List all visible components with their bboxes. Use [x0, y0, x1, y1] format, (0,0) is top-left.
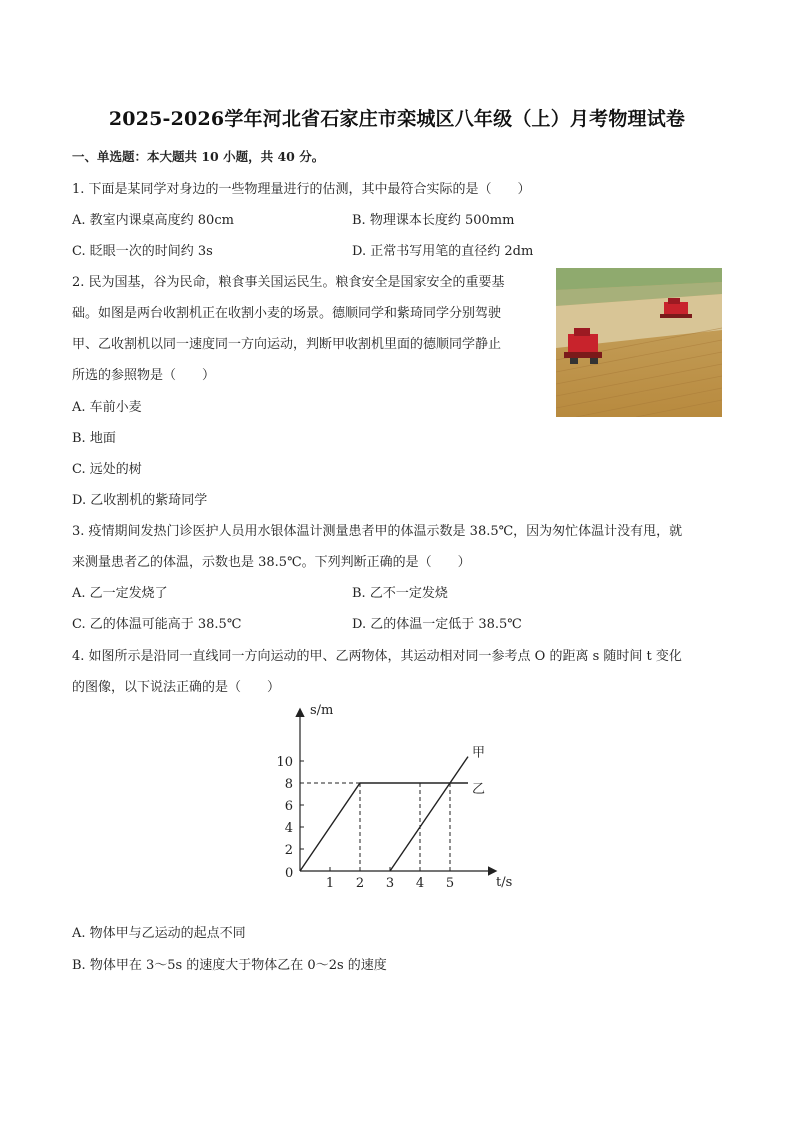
q4-stem-line1: 4. 如图所示是沿同一直线同一方向运动的甲、乙两物体，其运动相对同一参考点 O 的距离 s 随时间 t 变化 — [72, 649, 682, 664]
x-tick-label: 5 — [445, 876, 455, 891]
series-label: 甲 — [472, 745, 486, 761]
x-tick-label: 1 — [325, 876, 335, 891]
q3-stem-line1: 3. 疫情期间发热门诊医护人员用水银体温计测量患者甲的体温示数是 38.5℃，因为匆忙体温计没有甩，就 — [72, 524, 683, 539]
s-t-graph — [270, 700, 530, 900]
q3-option-c: C. 乙的体温可能高于 38.5℃ — [72, 617, 242, 632]
q2-stem-line4: 所选的参照物是（ ） — [72, 368, 216, 383]
q2-option-d: D. 乙收割机的紫琦同学 — [72, 493, 208, 508]
q3-option-a: A. 乙一定发烧了 — [72, 586, 168, 601]
q3-option-d: D. 乙的体温一定低于 38.5℃ — [352, 617, 522, 632]
y-tick-label: 2 — [284, 843, 293, 858]
x-tick-label: 3 — [385, 876, 395, 891]
q4-option-a: A. 物体甲与乙运动的起点不同 — [72, 926, 246, 941]
q2-option-b: B. 地面 — [72, 431, 116, 446]
q2-stem-line3: 甲、乙收割机以同一速度同一方向运动，判断甲收割机里面的德顺同学静止 — [72, 337, 502, 352]
q2-stem-line2: 础。如图是两台收割机正在收割小麦的场景。德顺同学和紫琦同学分别驾驶 — [72, 306, 502, 321]
x-tick-label: 2 — [355, 876, 365, 891]
origin-label: 0 — [285, 866, 294, 881]
series-label: 乙 — [472, 782, 486, 797]
section-heading: 一、单选题：本大题共 10 小题，共 40 分。 — [72, 149, 325, 164]
q1-stem: 1. 下面是某同学对身边的一些物理量进行的估测，其中最符合实际的是（ ） — [72, 182, 531, 197]
harvester-photo — [556, 268, 722, 417]
q1-option-d: D. 正常书写用笔的直径约 2dm — [352, 244, 534, 259]
y-tick-label: 10 — [276, 755, 293, 770]
y-tick-label: 6 — [284, 799, 293, 814]
q4-stem-line2: 的图像，以下说法正确的是（ ） — [72, 680, 281, 695]
y-axis-label: s/m — [310, 703, 334, 718]
q2-stem-line1: 2. 民为国基，谷为民命，粮食事关国运民生。粮食安全是国家安全的重要基 — [72, 275, 505, 290]
x-axis-label: t/s — [496, 875, 513, 890]
q3-option-b: B. 乙不一定发烧 — [352, 586, 448, 601]
q4-option-b: B. 物体甲在 3～5s 的速度大于物体乙在 0～2s 的速度 — [72, 958, 387, 973]
q1-option-b: B. 物理课本长度约 500mm — [352, 213, 515, 228]
y-tick-label: 8 — [284, 777, 293, 792]
q3-stem-line2: 来测量患者乙的体温，示数也是 38.5℃。下列判断正确的是（ ） — [72, 555, 471, 570]
x-tick-label: 4 — [415, 876, 425, 891]
q2-option-c: C. 远处的树 — [72, 462, 142, 477]
page-title: 2025-2026学年河北省石家庄市栾城区八年级（上）月考物理试卷 — [108, 108, 686, 130]
series-line — [300, 783, 468, 871]
y-tick-label: 4 — [284, 821, 293, 836]
q2-option-a: A. 车前小麦 — [72, 400, 142, 415]
q1-option-c: C. 眨眼一次的时间约 3s — [72, 244, 213, 259]
q1-option-a: A. 教室内课桌高度约 80cm — [72, 213, 234, 228]
series-line — [390, 757, 468, 871]
